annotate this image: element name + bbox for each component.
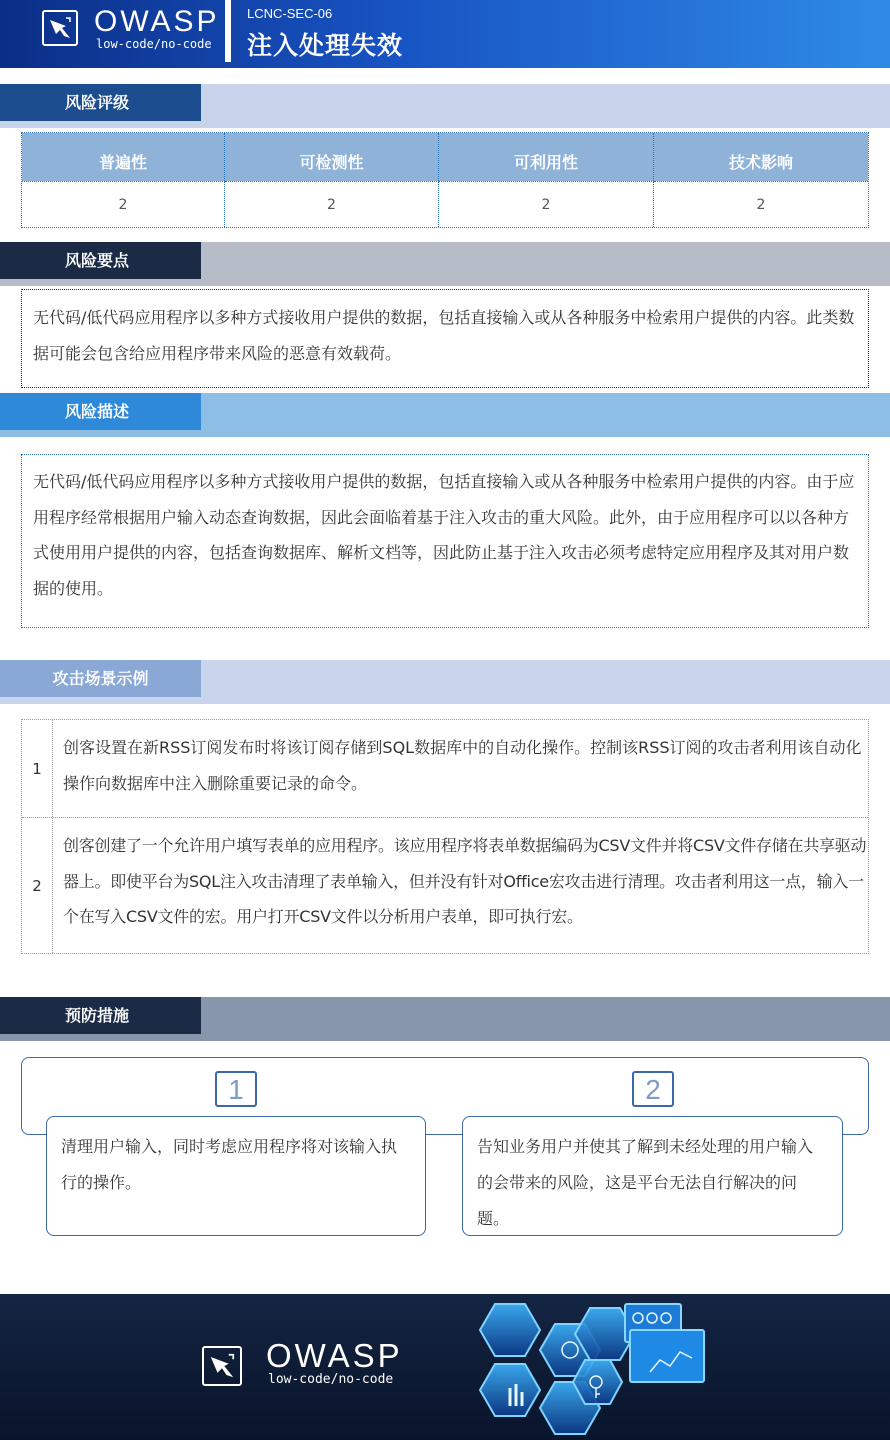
section-bar-rating bbox=[0, 84, 890, 128]
section-title-rating: 风险评级 bbox=[0, 84, 201, 121]
page-title: 注入处理失效 bbox=[247, 31, 404, 60]
key-points-text: 无代码/低代码应用程序以多种方式接收用户提供的数据，包括直接输入或从各种服务中检索用户提供的内容。此类数据可能会包含给应用程序带来风险的恶意有效载荷。 bbox=[21, 289, 869, 388]
section-title-description: 风险描述 bbox=[0, 393, 201, 430]
rating-header-detectability: 可检测性 bbox=[225, 133, 439, 181]
footer-logo-wordmark: OWASP bbox=[266, 1337, 403, 1374]
section-bar-prevention bbox=[0, 997, 890, 1041]
footer-logo-subtitle: low-code/no-code bbox=[268, 1372, 394, 1387]
page-footer bbox=[0, 1294, 890, 1440]
owasp-logo bbox=[40, 6, 220, 58]
scenario-number: 1 bbox=[22, 720, 53, 817]
scenario-list bbox=[21, 719, 869, 954]
rating-header-impact: 技术影响 bbox=[654, 133, 868, 181]
rating-header-exploitability: 可利用性 bbox=[439, 133, 654, 181]
rating-value-detectability: 2 bbox=[225, 181, 439, 227]
logo-wordmark: OWASP bbox=[94, 5, 220, 38]
prevention-number-2: 2 bbox=[632, 1071, 674, 1107]
section-title-prevention: 预防措施 bbox=[0, 997, 201, 1034]
rating-table bbox=[21, 132, 869, 228]
tech-hexagon-graphic-icon bbox=[450, 1294, 730, 1440]
scenario-number: 2 bbox=[22, 818, 53, 953]
logo-mark-icon bbox=[42, 10, 78, 46]
rating-value-impact: 2 bbox=[654, 181, 868, 227]
prevention-number-1: 1 bbox=[215, 1071, 257, 1107]
rating-value-exploitability: 2 bbox=[439, 181, 654, 227]
logo-subtitle: low-code/no-code bbox=[96, 37, 212, 51]
rating-header-prevalence: 普遍性 bbox=[22, 133, 225, 181]
risk-code: LCNC-SEC-06 bbox=[247, 6, 333, 21]
page-header bbox=[0, 0, 890, 68]
prevention-card-1: 清理用户输入，同时考虑应用程序将对该输入执行的操作。 bbox=[46, 1116, 426, 1236]
section-bar-scenarios bbox=[0, 660, 890, 704]
footer-owasp-logo bbox=[202, 1338, 412, 1398]
rating-value-prevalence: 2 bbox=[22, 181, 225, 227]
section-title-key-points: 风险要点 bbox=[0, 242, 201, 279]
section-title-scenarios: 攻击场景示例 bbox=[0, 660, 201, 697]
section-bar-key-points bbox=[0, 242, 890, 286]
scenario-text: 创客设置在新RSS订阅发布时将该订阅存储到SQL数据库中的自动化操作。控制该RSS订阅的攻击者利用该自动化操作向数据库中注入删除重要记录的命令。 bbox=[63, 738, 862, 793]
header-divider bbox=[225, 0, 231, 62]
scenario-row bbox=[22, 818, 868, 953]
scenario-text: 创客创建了一个允许用户填写表单的应用程序。该应用程序将表单数据编码为CSV文件并将CSV文件存储在共享驱动器上。即使平台为SQL注入攻击清理了表单输入，但并没有针对Office宏攻击进行清理。攻击者利用这一点，输入一个在写入CSV文件的宏。用户打开CSV文件以分析用户表单，即可执行宏。 bbox=[63, 836, 867, 926]
footer-logo-mark-icon bbox=[202, 1346, 242, 1386]
scenario-row bbox=[22, 720, 868, 818]
description-text: 无代码/低代码应用程序以多种方式接收用户提供的数据，包括直接输入或从各种服务中检索用户提供的内容。由于应用程序经常根据用户输入动态查询数据，因此会面临着基于注入攻击的重大风险。此外，由于应用程序可以以各种方式使用用户提供的内容，包括查询数据库、解析文档等，因此防止基于注入攻击必须考虑特定应用程序及其对用户数据的使用。 bbox=[21, 454, 869, 628]
section-bar-description bbox=[0, 393, 890, 437]
prevention-card-2: 告知业务用户并使其了解到未经处理的用户输入的会带来的风险，这是平台无法自行解决的问题。 bbox=[462, 1116, 843, 1236]
